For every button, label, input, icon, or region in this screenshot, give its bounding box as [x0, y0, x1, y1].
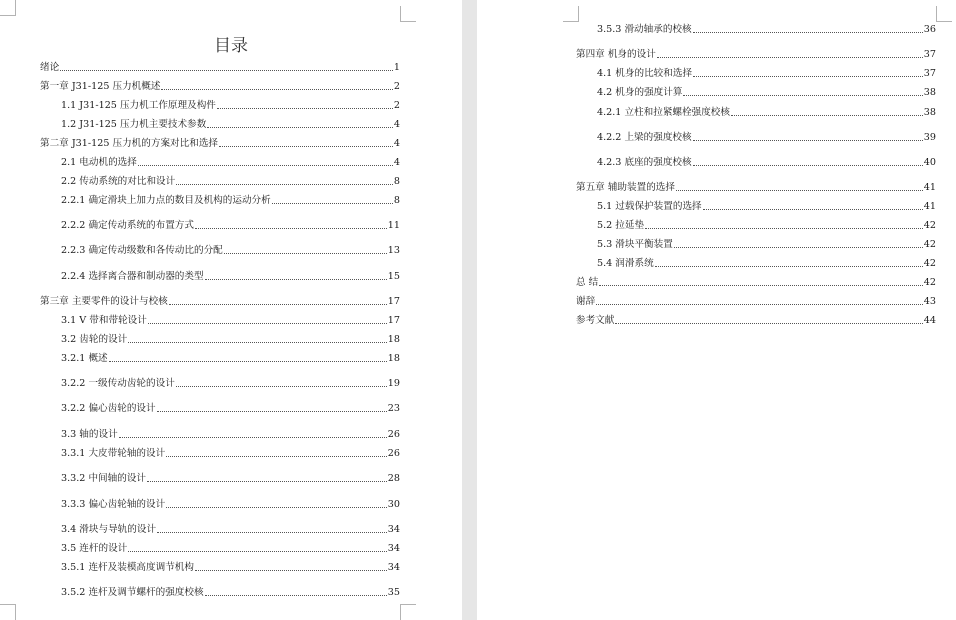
toc-entry-title: 3.2.2 偏心齿轮的设计	[61, 403, 156, 414]
toc-entry-page-number: 17	[387, 296, 400, 307]
document-page-right	[477, 0, 956, 620]
toc-entry-page-number: 8	[393, 195, 400, 206]
toc-leader-dots	[645, 228, 923, 229]
toc-entry-page-number: 36	[923, 24, 936, 35]
toc-entry[interactable]	[61, 472, 400, 485]
toc-entry[interactable]	[61, 194, 400, 207]
toc-leader-dots	[157, 532, 387, 533]
toc-leader-dots	[147, 481, 387, 482]
toc-entry[interactable]	[597, 257, 936, 270]
toc-leader-dots	[703, 209, 923, 210]
crop-mark-top-right	[400, 6, 416, 22]
toc-entry-page-number: 43	[923, 296, 936, 307]
toc-entry-title: 2.2 传动系统的对比和设计	[61, 176, 176, 187]
toc-leader-dots	[596, 304, 923, 305]
toc-entry[interactable]	[61, 314, 400, 327]
toc-entry-title: 2.2.1 确定滑块上加力点的数目及机构的运动分析	[61, 195, 271, 206]
toc-entry[interactable]	[576, 276, 936, 289]
toc-entry[interactable]	[61, 219, 400, 232]
toc-entry-title: 5.3 滑块平衡装置	[597, 239, 673, 250]
toc-entry[interactable]	[597, 106, 936, 119]
toc-leader-dots	[657, 57, 923, 58]
toc-entry-page-number: 38	[923, 107, 936, 118]
toc-entry-page-number: 15	[387, 271, 400, 282]
toc-entry[interactable]	[61, 377, 400, 390]
toc-entry[interactable]	[61, 270, 400, 283]
toc-entry-page-number: 23	[387, 403, 400, 414]
crop-mark-top-left	[0, 0, 16, 16]
toc-entry-page-number: 2	[393, 100, 400, 111]
toc-entry-page-number: 42	[923, 277, 936, 288]
toc-leader-dots	[219, 146, 393, 147]
toc-leader-dots	[157, 411, 387, 412]
toc-entry-title: 第三章 主要零件的设计与校核	[40, 296, 168, 307]
toc-entry[interactable]	[597, 23, 936, 36]
toc-entry-page-number: 34	[387, 562, 400, 573]
toc-entry-title: 谢辞	[576, 296, 596, 307]
toc-leader-dots	[674, 247, 923, 248]
crop-mark-bottom-left	[0, 604, 16, 620]
toc-leader-dots	[207, 127, 393, 128]
toc-entry[interactable]	[61, 428, 400, 441]
toc-entry-page-number: 13	[387, 245, 400, 256]
page-gutter	[462, 0, 477, 620]
toc-entry-title: 3.5.3 滑动轴承的校核	[597, 24, 692, 35]
toc-entry[interactable]	[61, 561, 400, 574]
toc-leader-dots	[169, 304, 387, 305]
crop-mark-top-right	[936, 6, 952, 22]
toc-entry-title: 3.5.1 连杆及装模高度调节机构	[61, 562, 194, 573]
toc-entry[interactable]	[597, 67, 936, 80]
crop-mark-top-left	[563, 6, 579, 22]
toc-leader-dots	[128, 342, 387, 343]
toc-entry-title: 3.3.3 偏心齿轮轴的设计	[61, 499, 166, 510]
toc-entry[interactable]	[40, 137, 400, 150]
toc-leader-dots	[205, 595, 387, 596]
toc-leader-dots	[205, 279, 387, 280]
toc-entry[interactable]	[61, 447, 400, 460]
toc-entry-title: 第二章 J31-125 压力机的方案对比和选择	[40, 138, 219, 149]
toc-leader-dots	[599, 285, 923, 286]
toc-entry-title: 3.4 滑块与导轨的设计	[61, 524, 157, 535]
toc-entry[interactable]	[61, 118, 400, 131]
toc-leader-dots	[224, 253, 387, 254]
toc-entry-title: 3.2 齿轮的设计	[61, 334, 128, 345]
toc-entry-page-number: 41	[923, 182, 936, 193]
toc-leader-dots	[176, 184, 393, 185]
toc-leader-dots	[119, 437, 387, 438]
toc-entry-page-number: 28	[387, 473, 400, 484]
toc-entry-page-number: 18	[387, 353, 400, 364]
toc-entry-page-number: 37	[923, 49, 936, 60]
toc-leader-dots	[128, 551, 387, 552]
toc-entry-title: 第四章 机身的设计	[576, 49, 656, 60]
toc-entry[interactable]	[61, 156, 400, 169]
toc-entry-title: 第一章 J31-125 压力机概述	[40, 81, 161, 92]
toc-entry-page-number: 4	[393, 138, 400, 149]
toc-entry[interactable]	[61, 244, 400, 257]
toc-entry[interactable]	[597, 219, 936, 232]
toc-entry-title: 3.5.2 连杆及调节螺杆的强度校核	[61, 587, 204, 598]
toc-entry-page-number: 42	[923, 220, 936, 231]
toc-entry-title: 4.2.2 上梁的强度校核	[597, 132, 692, 143]
toc-leader-dots	[693, 165, 923, 166]
toc-entry-title: 3.2.2 一级传动齿轮的设计	[61, 378, 175, 389]
toc-entry-page-number: 11	[387, 220, 400, 231]
toc-entry-title: 3.3 轴的设计	[61, 429, 118, 440]
toc-entry-page-number: 4	[393, 119, 400, 130]
toc-entry[interactable]	[40, 295, 400, 308]
toc-entry-title: 第五章 辅助装置的选择	[576, 182, 675, 193]
toc-title: 目录	[214, 36, 248, 56]
toc-entry-page-number: 1	[393, 62, 400, 73]
toc-entry-title: 1.2 J31-125 压力机主要技术参数	[61, 119, 207, 130]
toc-entry[interactable]	[597, 156, 936, 169]
toc-entry-title: 2.2.3 确定传动级数和各传动比的分配	[61, 245, 223, 256]
toc-entry-title: 3.3.1 大皮带轮轴的设计	[61, 448, 166, 459]
toc-entry-title: 2.2.4 选择离合器和制动器的类型	[61, 271, 204, 282]
toc-entry[interactable]	[576, 295, 936, 308]
toc-entry[interactable]	[61, 402, 400, 415]
toc-entry[interactable]	[61, 542, 400, 555]
toc-entry-title: 总 结	[576, 277, 599, 288]
toc-entry-page-number: 37	[923, 68, 936, 79]
toc-entry-title: 3.2.1 概述	[61, 353, 108, 364]
toc-leader-dots	[166, 456, 387, 457]
toc-leader-dots	[217, 108, 393, 109]
toc-leader-dots	[615, 323, 922, 324]
toc-leader-dots	[272, 203, 393, 204]
toc-entry-title: 3.3.2 中间轴的设计	[61, 473, 147, 484]
toc-entry-page-number: 38	[923, 87, 936, 98]
toc-entry-title: 5.1 过载保护装置的选择	[597, 201, 702, 212]
toc-leader-dots	[60, 70, 393, 71]
toc-entry-page-number: 39	[923, 132, 936, 143]
toc-entry[interactable]	[597, 200, 936, 213]
toc-entry[interactable]	[576, 48, 936, 61]
toc-entry-title: 参考文献	[576, 315, 615, 326]
toc-leader-dots	[676, 190, 923, 191]
toc-entry[interactable]	[61, 333, 400, 346]
toc-entry[interactable]	[576, 181, 936, 194]
toc-entry[interactable]	[597, 131, 936, 144]
toc-leader-dots	[731, 115, 923, 116]
toc-entry-title: 3.1 V 带和带轮设计	[61, 315, 147, 326]
toc-entry-title: 4.2 机身的强度计算	[597, 87, 683, 98]
document-page-left	[0, 0, 462, 620]
toc-entry-page-number: 4	[393, 157, 400, 168]
toc-entry-page-number: 8	[393, 176, 400, 187]
toc-entry-page-number: 35	[387, 587, 400, 598]
toc-entry-page-number: 40	[923, 157, 936, 168]
toc-entry-page-number: 17	[387, 315, 400, 326]
toc-entry-page-number: 41	[923, 201, 936, 212]
toc-leader-dots	[195, 570, 387, 571]
toc-entry-title: 绪论	[40, 62, 60, 73]
toc-leader-dots	[176, 386, 387, 387]
toc-leader-dots	[109, 361, 387, 362]
crop-mark-bottom-right	[400, 604, 416, 620]
toc-leader-dots	[166, 507, 387, 508]
toc-entry-page-number: 44	[923, 315, 936, 326]
toc-entry-title: 5.4 润滑系统	[597, 258, 654, 269]
toc-entry-title: 4.2.3 底座的强度校核	[597, 157, 692, 168]
toc-entry-page-number: 19	[387, 378, 400, 389]
toc-leader-dots	[655, 266, 923, 267]
toc-leader-dots	[138, 165, 393, 166]
toc-entry-page-number: 26	[387, 448, 400, 459]
toc-entry-page-number: 34	[387, 524, 400, 535]
toc-entry[interactable]	[61, 352, 400, 365]
toc-entry-page-number: 34	[387, 543, 400, 554]
toc-entry-page-number: 30	[387, 499, 400, 510]
toc-entry-title: 2.2.2 确定传动系统的布置方式	[61, 220, 194, 231]
toc-entry-title: 5.2 拉延垫	[597, 220, 645, 231]
toc-entry-title: 4.2.1 立柱和拉紧螺栓强度校核	[597, 107, 730, 118]
toc-leader-dots	[693, 32, 923, 33]
toc-entry-page-number: 42	[923, 258, 936, 269]
toc-entry-page-number: 18	[387, 334, 400, 345]
toc-entry-page-number: 42	[923, 239, 936, 250]
toc-entry-title: 1.1 J31-125 压力机工作原理及构件	[61, 100, 216, 111]
toc-entry[interactable]	[61, 586, 400, 599]
toc-leader-dots	[148, 323, 387, 324]
toc-leader-dots	[683, 95, 922, 96]
toc-entry[interactable]	[576, 314, 936, 327]
toc-leader-dots	[693, 76, 923, 77]
toc-entry[interactable]	[61, 175, 400, 188]
toc-entry-title: 2.1 电动机的选择	[61, 157, 137, 168]
toc-entry[interactable]	[61, 523, 400, 536]
toc-leader-dots	[693, 140, 923, 141]
toc-entry[interactable]	[61, 498, 400, 511]
toc-entry[interactable]	[61, 99, 400, 112]
toc-entry-title: 4.1 机身的比较和选择	[597, 68, 693, 79]
toc-entry[interactable]	[40, 61, 400, 74]
toc-leader-dots	[195, 228, 387, 229]
toc-leader-dots	[161, 89, 392, 90]
toc-entry[interactable]	[597, 238, 936, 251]
toc-entry-page-number: 2	[393, 81, 400, 92]
toc-entry[interactable]	[40, 80, 400, 93]
toc-entry[interactable]	[597, 86, 936, 99]
toc-entry-page-number: 26	[387, 429, 400, 440]
toc-entry-title: 3.5 连杆的设计	[61, 543, 128, 554]
